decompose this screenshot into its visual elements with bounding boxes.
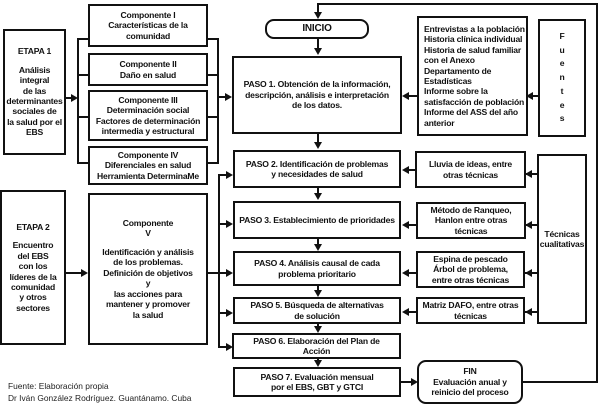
arrow-paso4 (314, 244, 322, 251)
loop-line-top (317, 3, 598, 5)
tecnicas-label-box (537, 154, 587, 324)
paso-line: PASO 7. Evaluación mensual (260, 371, 374, 382)
componente-3-box (88, 90, 208, 141)
tecnica-4-box (416, 297, 525, 324)
tecnica-1-box (415, 151, 526, 188)
paso-3-box (233, 201, 401, 239)
line-etapa2-comp5 (66, 272, 82, 274)
fin-line: Evaluación anual y (433, 376, 507, 387)
bracket-r-comp4 (207, 162, 218, 164)
fuentes-item: con el Anexo (424, 55, 475, 66)
bracket-right-components (217, 38, 219, 164)
fuentes-list-box (417, 16, 528, 136)
componente-line: Características de la (108, 20, 188, 31)
arrow-tec4-paso5 (402, 308, 409, 316)
loop-line-bottom (520, 381, 598, 383)
paso-line: PASO 2. Identificación de problemas (245, 158, 389, 169)
etapa2-line: y otros (19, 292, 47, 303)
arrow-fuenteslist-paso1 (402, 92, 409, 100)
bracket-comp2 (77, 74, 88, 76)
componente5-line: las acciones para (113, 288, 183, 299)
bracket-r-comp1 (207, 38, 218, 40)
fuentes-letter: F (559, 30, 565, 41)
arrow-tec3-paso4 (402, 269, 409, 277)
componente-line: intermedia y estructural (101, 125, 195, 136)
componente-line: Herramienta DeterminaMe (97, 170, 199, 181)
paso-line: descripción, análisis e interpretación (245, 89, 389, 100)
bracket-left-components (77, 38, 79, 164)
paso-line: PASO 4. Análisis causal de cada (254, 258, 380, 269)
paso-5-box (233, 297, 401, 324)
paso-line: PASO 5. Búsqueda de alternativas (250, 300, 384, 311)
tecnica-line: técnicas (454, 225, 488, 236)
paso-4-box (233, 251, 401, 286)
etapa2-title: ETAPA 2 (16, 221, 50, 232)
arrow-paso7 (314, 360, 322, 367)
paso-line: de los datos. (292, 100, 342, 111)
tecnicas-label: Técnicas (544, 228, 580, 239)
fin-line: reinicio del proceso (431, 387, 509, 398)
bracket-comp4 (77, 162, 88, 164)
bracket-comp3 (77, 116, 88, 118)
fuentes-label-box (538, 19, 586, 137)
etapa2-line: comunidad (10, 281, 56, 292)
fin-box (417, 360, 523, 404)
fuentes-letter: e (559, 99, 565, 110)
componente-5-box (88, 193, 208, 345)
componente-line: Determinación social (106, 105, 190, 116)
componente5-line: Definición de objetivos (103, 267, 193, 278)
arrow-paso6 (314, 326, 322, 333)
componente5-line: de los problemas. (113, 257, 183, 268)
etapa2-line: líderes de la (9, 271, 57, 282)
inicio-label: INICIO (302, 22, 332, 34)
fuentes-item: Informe sobre la (424, 86, 488, 97)
etapa1-title: ETAPA 1 (17, 46, 52, 57)
paso-line: de solución (294, 310, 340, 321)
componente5-title: Componente (122, 217, 174, 228)
paso-6-box (232, 333, 401, 359)
componente5-line: y (145, 278, 151, 289)
componente-line: comunidad (125, 30, 171, 41)
tecnica-line: Método de Ranqueo, (430, 204, 512, 215)
etapa1-line: la salud por el (7, 116, 62, 127)
bracket-r-comp2 (207, 74, 218, 76)
tecnica-3-box (416, 251, 525, 288)
etapa1-line: integral (19, 75, 50, 86)
etapa2-line: sectores (16, 302, 50, 313)
arrow-tl-tec1 (525, 170, 532, 178)
componente-line: Componente IV (117, 149, 179, 160)
componente5-title: V (145, 228, 151, 239)
arrow-bus-paso2 (226, 171, 233, 179)
arrow-tl-tec4 (525, 308, 532, 316)
arrow-paso5 (314, 290, 322, 297)
arrow-paso1 (314, 48, 322, 55)
paso-line: PASO 6. Elaboración del Plan de (253, 335, 380, 346)
etapa2-box (0, 190, 66, 345)
arrow-tec2-paso3 (402, 221, 409, 229)
componente-4-box (88, 146, 208, 185)
componente-line: Daño en salud (119, 69, 177, 80)
etapa2-line: del EBS (17, 250, 49, 261)
tecnica-line: entre otras técnicas (431, 274, 510, 285)
paso-line: problema prioritario (278, 268, 356, 279)
arrow-bus-paso4 (226, 269, 233, 277)
etapa1-line: determinantes (6, 96, 63, 106)
paso-7-box (233, 367, 401, 397)
arrow-bus-paso5 (226, 309, 233, 317)
fuentes-letter: e (559, 58, 565, 69)
etapa1-line: de las (22, 85, 47, 96)
etapa1-line: EBS (25, 127, 44, 138)
tecnica-line: otras técnicas (443, 169, 498, 180)
fuentes-letter: n (559, 72, 565, 83)
paso-2-box (233, 150, 401, 188)
fuentes-item: Departamento de (424, 65, 492, 76)
arrow-paso3 (314, 193, 322, 200)
tecnica-line: Matriz DAFO, entre otras (422, 300, 519, 311)
fuentes-item: anterior (424, 117, 455, 128)
arrow-paso2 (314, 142, 322, 149)
fuentes-letter: s (559, 113, 565, 124)
tecnica-line: Árbol de problema, (433, 264, 508, 275)
componente-line: Factores de determinación (95, 115, 201, 126)
componente-line: Componente III (118, 94, 178, 105)
bus-comp5 (218, 174, 220, 347)
fuentes-item: Estadísticas (424, 76, 472, 86)
componente-line: Diferenciales en salud (104, 160, 192, 171)
tecnica-line: Espina de pescado (433, 253, 508, 264)
componente5-line: mantener y promover (105, 299, 191, 310)
tecnica-line: Lluvia de ideas, entre (428, 159, 512, 170)
paso-1-box (232, 56, 402, 134)
footer-source: Fuente: Elaboración propia (8, 381, 109, 391)
inicio-box (265, 19, 369, 39)
arrow-bus-paso3 (226, 220, 233, 228)
tecnica-line: Hanlon entre otras (434, 215, 508, 226)
paso-line: y necesidades de salud (271, 169, 363, 179)
tecnica-2-box (416, 202, 526, 239)
componente5-line: la salud (132, 309, 164, 320)
tecnica-line: técnicas (454, 310, 487, 321)
arrow-tl-tec2 (525, 221, 532, 229)
fuentes-letter: u (559, 44, 565, 55)
footer-author: Dr Iván González Rodríguez. Guantánamo. Cuba (8, 393, 192, 403)
paso-line: PASO 3. Establecimiento de prioridades (239, 214, 395, 225)
arrow-tl-tec3 (525, 269, 532, 277)
tecnicas-label: cualitativas (539, 239, 585, 249)
componente-line: Componente I (120, 9, 176, 20)
componente5-line: Identificación y análisis (102, 246, 194, 257)
fin-line: FIN (463, 366, 477, 377)
componente-2-box (88, 53, 208, 86)
etapa1-line: sociales de (12, 106, 57, 117)
fuentes-item: Historia clínica individual (424, 34, 523, 45)
arrow-tec1-paso2 (402, 166, 409, 174)
etapa1-box (3, 29, 66, 155)
bracket-comp1 (77, 38, 88, 40)
fuentes-item: Informe del ASS del año (424, 107, 518, 118)
paso-line: Acción (302, 346, 331, 356)
etapa2-line: con los (18, 261, 48, 272)
fuentes-letter: t (560, 85, 564, 96)
paso-line: por el EBS, GBT y GTCI (270, 382, 364, 392)
arrow-components-paso1 (225, 93, 232, 101)
bracket-r-comp3 (207, 116, 218, 118)
fuentes-item: Historia de salud familiar (424, 44, 522, 55)
etapa2-line: Encuentro (12, 240, 54, 251)
loop-line-right (596, 3, 598, 383)
paso-line: PASO 1. Obtención de la información, (243, 79, 391, 90)
fuentes-item: satisfacción de población (424, 96, 525, 107)
arrow-etapa2 (81, 269, 88, 277)
fuentes-item: Entrevistas a la población (424, 23, 525, 34)
componente-1-box (88, 4, 208, 47)
etapa1-line: Análisis (18, 64, 51, 75)
arrow-to-inicio (314, 12, 322, 19)
componente-line: Componente II (119, 59, 177, 70)
